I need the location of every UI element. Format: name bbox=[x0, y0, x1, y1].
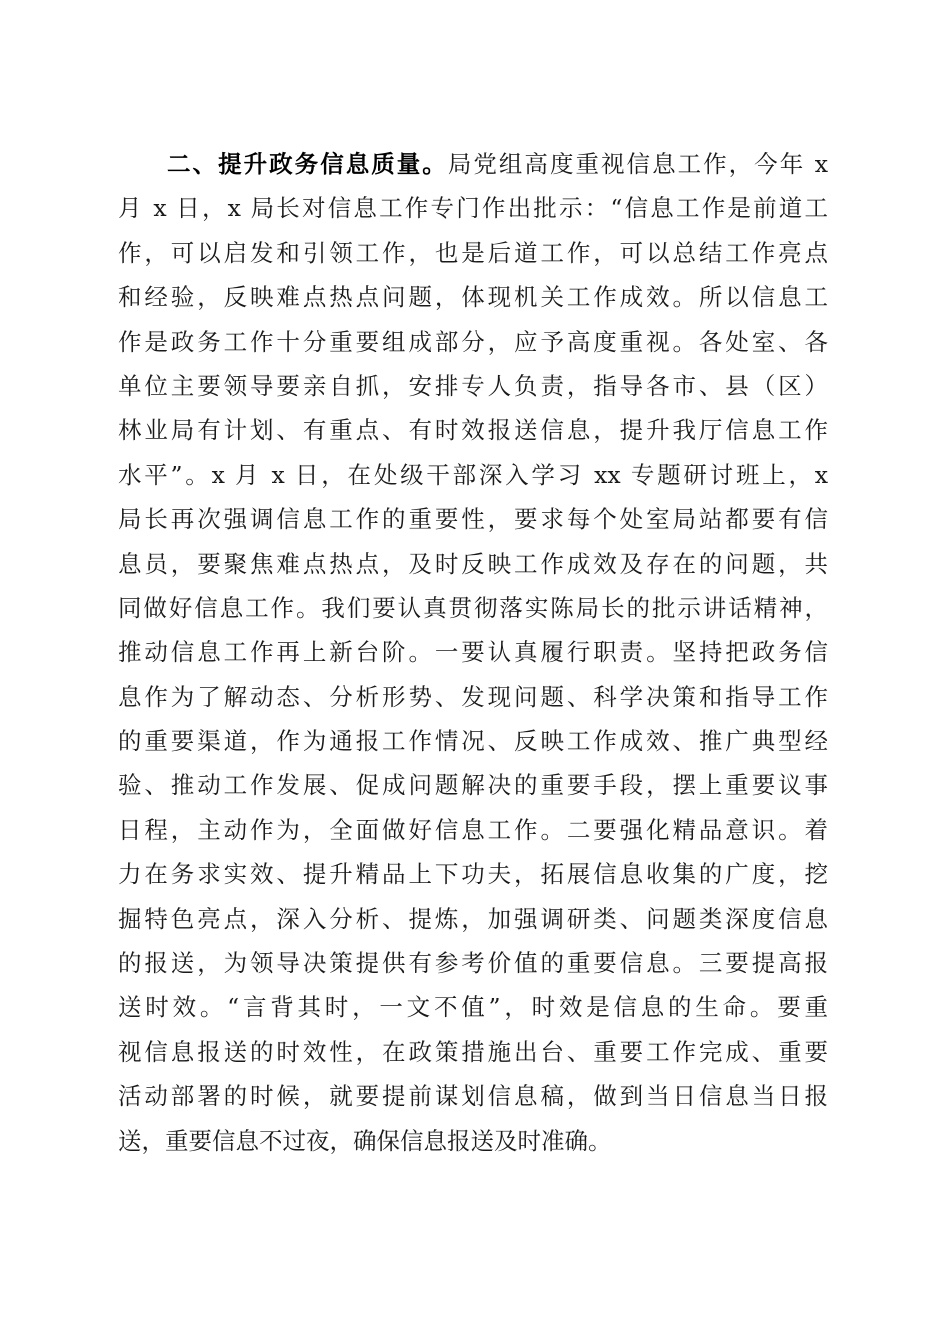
paragraph-line: 验、推动工作发展、促成问题解决的重要手段，摆上重要议事 bbox=[118, 771, 828, 800]
paragraph-line: 息员，要聚焦难点热点，及时反映工作成效及存在的问题，共 bbox=[118, 549, 828, 578]
paragraph-line-1 bbox=[118, 142, 828, 186]
paragraph-line: 活动部署的时候，就要提前谋划信息稿，做到当日信息当日报 bbox=[118, 1082, 828, 1111]
paragraph-line: 力在务求实效、提升精品上下功夫，拓展信息收集的广度，挖 bbox=[118, 860, 828, 889]
section-heading: 二、提升政务信息质量。 bbox=[165, 150, 448, 178]
paragraph-line: 作，可以启发和引领工作，也是后道工作，可以总结工作亮点 bbox=[118, 238, 828, 267]
paragraph-line: 单位主要领导要亲自抓，安排专人负责，指导各市、县（区） bbox=[118, 371, 828, 400]
paragraph-line: 水平”。x 月 x 日，在处级干部深入学习 xx 专题研讨班上，x bbox=[118, 460, 828, 489]
paragraph-line: 视信息报送的时效性，在政策措施出台、重要工作完成、重要 bbox=[118, 1037, 828, 1066]
paragraph-line: 作是政务工作十分重要组成部分，应予高度重视。各处室、各 bbox=[118, 327, 828, 356]
paragraph-line: 推动信息工作再上新台阶。一要认真履行职责。坚持把政务信 bbox=[118, 638, 828, 667]
paragraph-line: 息作为了解动态、分析形势、发现问题、科学决策和指导工作 bbox=[118, 682, 828, 711]
paragraph-line: 送时效。“言背其时，一文不值”，时效是信息的生命。要重 bbox=[118, 993, 828, 1022]
paragraph-line: 掘特色亮点，深入分析、提炼，加强调研类、问题类深度信息 bbox=[118, 904, 828, 933]
paragraph-line: 的重要渠道，作为通报工作情况、反映工作成效、推广典型经 bbox=[118, 727, 828, 756]
paragraph-line: 月 x 日，x 局长对信息工作专门作出批示：“信息工作是前道工 bbox=[118, 194, 828, 223]
paragraph bbox=[118, 142, 828, 1163]
paragraph-text: 局党组高度重视信息工作，今年 x bbox=[447, 150, 828, 178]
paragraph-line-last: 送，重要信息不过夜，确保信息报送及时准确。 bbox=[118, 1126, 612, 1155]
paragraph-line: 日程，主动作为，全面做好信息工作。二要强化精品意识。着 bbox=[118, 815, 828, 844]
paragraph-line: 局长再次强调信息工作的重要性，要求每个处室局站都要有信 bbox=[118, 505, 828, 534]
document-body bbox=[118, 142, 828, 1163]
paragraph-line: 和经验，反映难点热点问题，体现机关工作成效。所以信息工 bbox=[118, 283, 828, 312]
paragraph-line: 林业局有计划、有重点、有时效报送信息，提升我厅信息工作 bbox=[118, 416, 828, 445]
paragraph-line: 的报送，为领导决策提供有参考价值的重要信息。三要提高报 bbox=[118, 949, 828, 978]
paragraph-line: 同做好信息工作。我们要认真贯彻落实陈局长的批示讲话精神， bbox=[118, 593, 828, 622]
